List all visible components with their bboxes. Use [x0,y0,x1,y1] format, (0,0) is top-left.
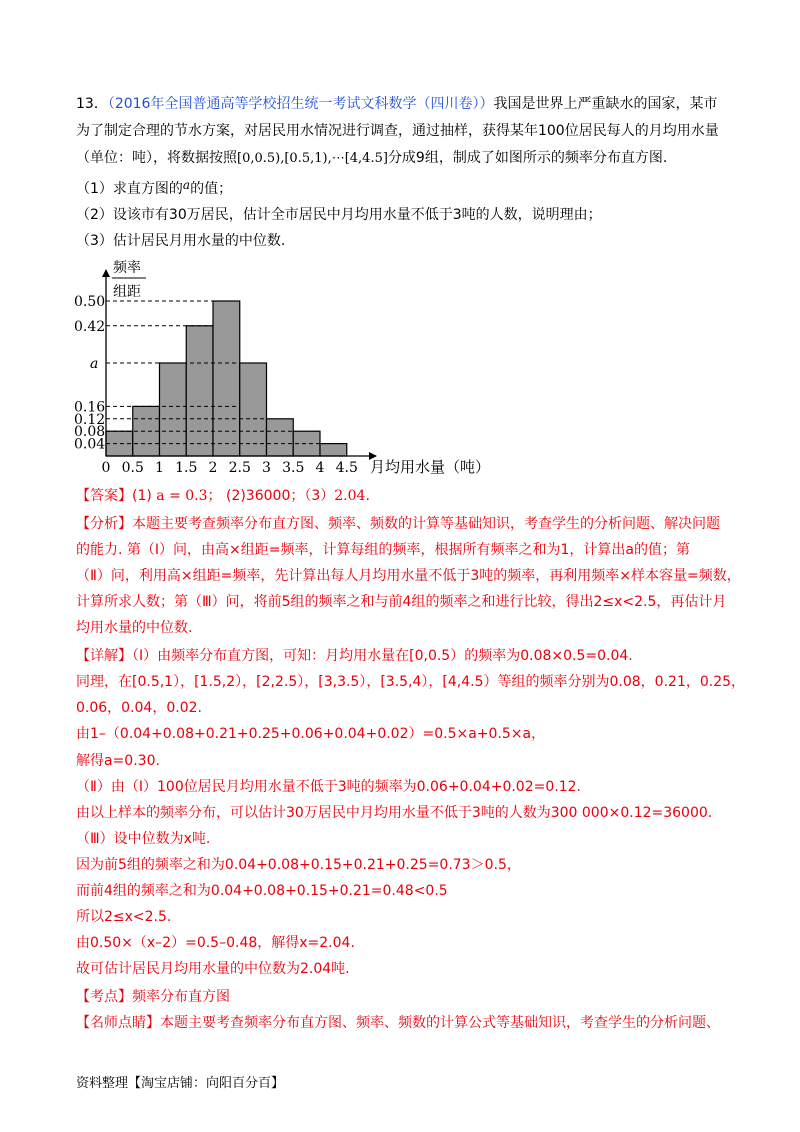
analysis-line-5: 均用水量的中位数. [76,620,193,636]
detail-line-9: 因为前5组的频率之和为0.04+0.08+0.15+0.21+0.25=0.73＞0.5， [76,857,521,873]
interval-notation: [0,0.5),[0.5,1),⋯[4,4.5] [237,151,388,166]
x-tick-label: 1 [155,460,164,476]
detail-line-8: （Ⅲ）设中位数为x吨. [76,831,211,847]
sub-question-1: （1）求直方图的a的值； [76,178,233,197]
answer-3: 2.04 [334,488,366,504]
x-tick-label: 4.5 [335,460,358,476]
y-tick-label: 0.42 [74,318,106,335]
detail-line-6: （Ⅱ）由（Ⅰ）100位居民月均用水量不低于3吨的频率为0.06+0.04+0.02=0.12. [76,779,581,795]
x-tick-label: 2 [208,460,218,476]
detail-line-10: 而前4组的频率之和为0.04+0.08+0.15+0.21=0.48<0.5 [76,883,448,899]
y-tick-label: 0.16 [74,399,106,416]
question-line-2: 为了制定合理的节水方案，对居民用水情况进行调查，通过抽样，获得某年100位居民每人的月均用水量 [76,123,719,139]
x-tick-label: 2.5 [228,460,251,476]
analysis-line-1: 【分析】本题主要考查频率分布直方图、频率、频数的计算等基础知识，考查学生的分析问题、解决问题 [76,516,720,532]
footer-note: 资料整理【淘宝店铺：向阳百分百】 [76,1076,285,1091]
answer-label: 【答案】 [76,488,132,504]
keypoint-line: 【考点】频率分布直方图 [76,989,230,1005]
answer-line: 【答案】(1) a = 0.3； (2)36000；（3）2.04. [76,488,370,504]
x-tick-label: 3 [262,460,271,476]
comment-line: 【名师点睛】本题主要考查频率分布直方图、频率、频数的计算公式等基础知识，考查学生的分析问题、 [76,1015,720,1031]
x-tick-label: 3.5 [282,460,305,476]
detail-line-13: 故可估计居民月均用水量的中位数为2.04吨. [76,961,350,977]
y-tick-label: 0.08 [74,424,106,441]
histogram-bar [267,419,294,456]
analysis-line-2: 的能力. 第（Ⅰ）问，由高×组距=频率，计算每组的频率，根据所有频率之和为1，计算出a的值；第 [76,542,690,558]
detail-line-4: 由1–（0.04+0.08+0.21+0.25+0.06+0.04+0.02）=0.5×a+0.5×a， [76,726,546,742]
x-tick-label: 0.5 [121,460,144,476]
detail-line-2: 同理，在[0.5,1），[1.5,2），[2,2.5），[3,3.5），[3.5,4），[4,4.5）等组的频率分别为0.08，0.21，0.25， [76,674,746,690]
question-line-1 [76,94,717,114]
question-source: （2016年全国普通高等学校招生统一考试文科数学（四川卷）） [107,96,494,112]
histogram-bar [186,326,213,456]
detail-line-7: 由以上样本的频率分布，可以估计30万居民中月均用水量不低于3吨的人数为300 000×0.12=36000. [76,805,713,821]
y-tick-label: a [90,356,99,372]
y-tick-label: 0.50 [74,294,106,310]
detail-line-12: 由0.50×（x–2）=0.5–0.48，解得x=2.04. [76,935,355,951]
detail-line-3: 0.06，0.04，0.02. [76,700,202,716]
question-text: 我国是世界上严重缺水的国家，某市 [493,96,718,112]
sub-question-3: （3）估计居民月用水量的中位数. [76,233,286,249]
analysis-line-3: （Ⅱ）问，利用高×组距=频率，先计算出每人月均用水量不低于3吨的频率，再利用频率×样本容量=频数， [76,568,741,584]
x-tick-label: 0 [101,460,111,476]
question-line-3: （单位：吨），将数据按照[0,0.5),[0.5,1),⋯[4,4.5]分成9组，制成了如图所示的频率分布直方图. [76,150,668,166]
histogram-bar [213,301,240,456]
detail-line-1: 【详解】（Ⅰ）由频率分布直方图，可知：月均用水量在[0,0.5）的频率为0.08×0.5=0.04. [76,648,633,664]
frequency-histogram [70,256,530,478]
sub-question-2: （2）设该市有30万居民，估计全市居民中月均用水量不低于3吨的人数，说明理由； [76,207,602,223]
detail-line-5: 解得a=0.30. [76,753,160,769]
y-tick-label: 0.04 [74,436,106,453]
histogram-bar [240,363,267,456]
y-tick-label: 0.12 [74,411,106,428]
x-axis-label: 月均用水量（吨） [370,458,491,476]
histogram-bar [320,444,347,456]
y-label-bottom: 组距 [113,284,141,300]
variable-a: a [182,178,191,192]
question-number: 13． [76,96,108,112]
detail-line-11: 所以2≤x<2.5. [76,909,172,925]
x-tick-label: 4 [315,460,325,476]
answer-1: a = 0.3 [156,488,208,504]
analysis-line-4: 计算所求人数；第（Ⅲ）问，将前5组的频率之和与前4组的频率之和进行比较，得出2≤x<2.5，再估计月 [76,594,727,610]
x-tick-label: 1.5 [175,460,198,476]
y-label-top: 频率 [113,260,141,276]
histogram-bar [160,363,187,456]
